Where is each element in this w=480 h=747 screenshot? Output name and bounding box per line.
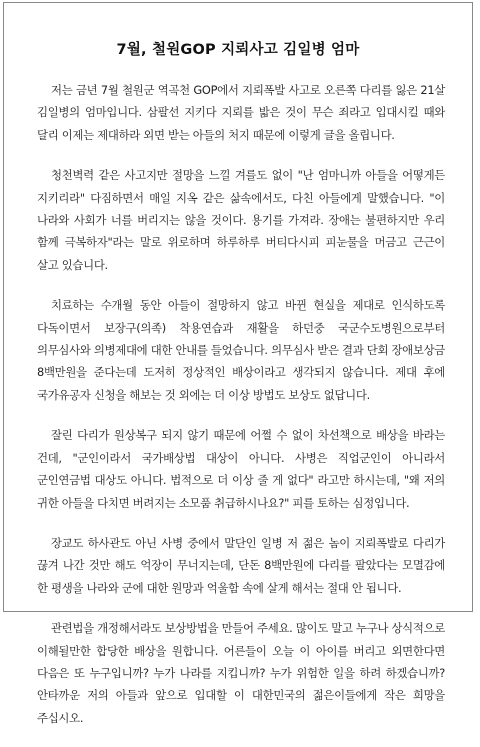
paragraph-4: 잘린 다리가 원상복구 되지 않기 때문에 어쩔 수 없이 차선책으로 배상을 바라는 건데, "군인이라서 국가배상법 대상이 아니다. 사병은 직업군인이 아니라서 군인연금법 대상도 아니다. 법적으로 더 이상 줄 게 없다" 라고만 하시는데, "왜 저의 귀한 아들을 다치면 버려지는 소모품 취급하시나요?" 피를 토하는 심정입니다.	[37, 428, 445, 510]
document-body	[37, 79, 445, 747]
paragraph-6: 관련법을 개정해서라도 보상방법을 만들어 주세요. 많이도 말고 누구나 상식적으로 이해될만한 합당한 배상을 원합니다. 어른들이 오늘 이 아이를 버리고 외면한다면 다음은 또 누구입니까? 누가 나라를 지킵니까? 누가 위험한 일을 하려 하겠습니까? 안타까운 저의 아들과 앞으로 입대할 이 대한민국의 젊은이들에게 작은 희망을 주십시오.	[37, 621, 445, 725]
paragraph-3: 치료하는 수개월 동안 아들이 절망하지 않고 바뀐 현실을 제대로 인식하도록 다독이면서 보장구(의족) 착용연습과 재활을 하던중 국군수도병원으로부터 의무심사와 의병제대에 대한 안내를 들었습니다. 의무심사 받은 결과 단회 장애보상금 8백만원을 준다는데 도저히 정상적인 배상이라고 생각되지 않습니다. 제대 후에 국가유공자 신청을 해보는 것 외에는 더 이상 방법도 보상도 없답니다.	[37, 298, 445, 402]
document-page	[3, 2, 473, 725]
paragraph-5: 장교도 하사관도 아닌 사병 중에서 말단인 일병 저 젊은 놈이 지뢰폭발로 다리가 끊겨 나간 것만 해도 억장이 무너지는데, 단돈 8백만원에 다리를 팔았다는 모멸감에 한 평생을 나라와 군에 대한 원망과 억울함 속에 살게 해서는 절대 안 됩니다.	[37, 535, 445, 595]
paragraph-1: 저는 금년 7월 철원군 역곡천 GOP에서 지뢰폭발 사고로 오른쪽 다리를 잃은 21살 김일병의 엄마입니다. 삼팔선 지키다 지뢰를 밟은 것이 무슨 죄라고 입대시킬 때와 달리 이제는 제대하라 외면 받는 아들의 처지 때문에 이렇게 글을 올립니다.	[37, 83, 445, 142]
document-title: 7월, 철원GOP 지뢰사고 김일병 엄마	[116, 42, 360, 58]
paragraph-2: 청천벽력 같은 사고지만 절망을 느낄 겨를도 없이 "난 엄마니까 아들을 어떻게든 지키리라" 다짐하면서 매일 지옥 같은 삶속에서도, 다친 아들에게 말했습니다. "이 나라와 사회가 너를 버리지는 않을 것이다. 용기를 가져라. 장애는 불편하지만 우리 함께 극복하자"라는 말로 위로하며 하루하루 버티다시피 피눈물을 머금고 근근이 살고 있습니다.	[37, 168, 445, 272]
